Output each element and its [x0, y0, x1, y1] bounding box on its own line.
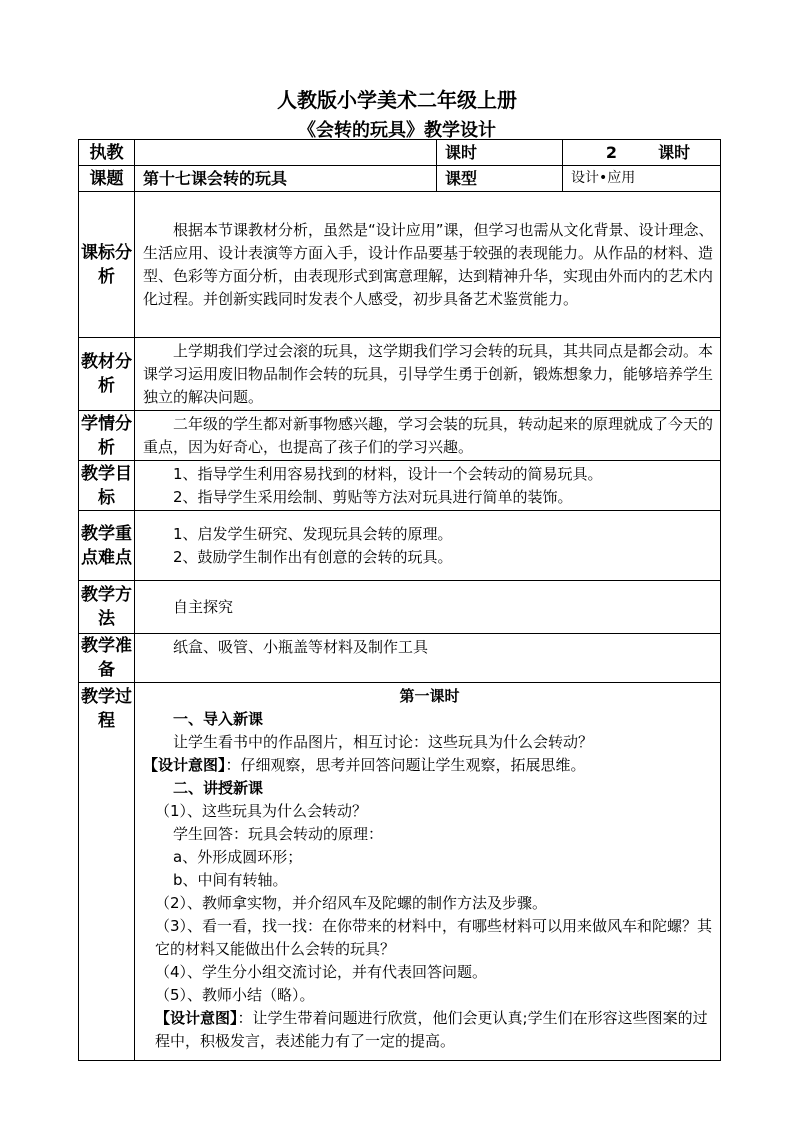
document-title: 人教版小学美术二年级上册 [277, 88, 517, 112]
keypoints-row [79, 511, 721, 581]
goals-row [79, 461, 721, 511]
standards-text: 根据本节课教材分析，虽然是“设计应用”课，但学习也需从文化背景、设计理念、生活应用、设计表演等方面入手，设计作品要基于较强的表现能力。从作品的材料、造型、色彩等方面分析，由表现形式到寓意理解，达到精神升华，实现由外而内的艺术内化过程。并创新实践同时发表个人感受，初步具备艺术鉴赏能力。 [143, 220, 714, 308]
keypoint-item: 1、启发学生研究、发现玩具会转的原理。 [173, 524, 453, 543]
teacher-row [79, 140, 721, 166]
lesson-plan-table [78, 139, 721, 1061]
prep-text: 纸盒、吸管、小瓶盖等材料及制作工具 [173, 638, 429, 656]
keypoint-item: 2、鼓励学生制作出有创意的会转的玩具。 [173, 547, 453, 566]
period-unit: 课时 [658, 143, 691, 162]
student-answer: 学生回答：玩具会转动的原理： [173, 825, 384, 843]
intent-label: 【设计意图】 [155, 1009, 238, 1027]
method-text: 自主探究 [173, 597, 234, 616]
keypoints-label: 教学重点难点 [79, 511, 135, 581]
teacher-value [135, 140, 437, 166]
material-label: 教材分析 [79, 338, 135, 411]
standards-label: 课标分析 [79, 192, 135, 338]
process-label: 教学过程 [79, 683, 135, 1061]
question-1: （1）、这些玩具为什么会转动？ [155, 802, 368, 820]
question-2: （2）、教师拿实物，并介绍风车及陀螺的制作方法及步骤。 [155, 894, 548, 912]
standards-row [79, 192, 721, 338]
students-row [79, 411, 721, 461]
topic-row [79, 166, 721, 192]
question-5: （5）、教师小结（略）。 [155, 986, 315, 1004]
type-value: 设计•应用 [563, 166, 721, 192]
part1-heading: 一、导入新课 [173, 710, 264, 728]
part1-intent [143, 754, 716, 777]
intent-label: 【设计意图】 [143, 756, 226, 774]
period-value: 2 [605, 143, 617, 162]
process-row [79, 683, 721, 1061]
students-text: 二年级的学生都对新事物感兴趣，学习会装的玩具，转动起来的原理就成了今天的重点，因为好奇心，也提高了孩子们的学习兴趣。 [143, 414, 714, 456]
answer-a: a、外形成圆环形； [173, 848, 303, 866]
teacher-label: 执教 [79, 140, 135, 166]
period-cell [563, 140, 721, 166]
material-row [79, 338, 721, 411]
question-4: （4）、学生分小组交流讨论，并有代表回答问题。 [155, 963, 488, 981]
prep-label: 教学准备 [79, 634, 135, 683]
topic-value: 第十七课会转的玩具 [135, 166, 437, 192]
goals-label: 教学目标 [79, 461, 135, 511]
topic-label: 课题 [79, 166, 135, 192]
type-label: 课型 [437, 166, 563, 192]
part1-text: 让学生看书中的作品图片，相互讨论：这些玩具为什么会转动？ [173, 733, 594, 751]
method-row [79, 581, 721, 634]
document-subtitle: 《会转的玩具》教学设计 [298, 120, 496, 141]
prep-row [79, 634, 721, 683]
question-3: （3）、看一看，找一找：在你带来的材料中，有哪些材料可以用来做风车和陀螺？其它的材料又能做出什么会转的玩具？ [155, 917, 713, 958]
students-label: 学情分析 [79, 411, 135, 461]
period-label: 课时 [437, 140, 563, 166]
goal-item: 1、指导学生利用容易找到的材料，设计一个会转动的简易玩具。 [173, 464, 603, 483]
part2-heading: 二、讲授新课 [173, 779, 264, 797]
part2-intent [143, 1007, 716, 1053]
goal-item: 2、指导学生采用绘制、剪贴等方法对玩具进行简单的装饰。 [173, 487, 573, 506]
lesson-title: 第一课时 [399, 687, 460, 705]
intent-text: ：仔细观察，思考并回答问题让学生观察，拓展思维。 [225, 756, 586, 774]
answer-b: b、中间有转轴。 [173, 871, 288, 889]
intent-text: ：让学生带着问题进行欣赏，他们会更认真;学生们在形容这些图案的过程中，积极发言，表述能力有了一定的提高。 [155, 1009, 708, 1050]
method-label: 教学方法 [79, 581, 135, 634]
material-text: 上学期我们学过会滚的玩具，这学期我们学习会转的玩具，其共同点是都会动。本课学习运用废旧物品制作会转的玩具，引导学生勇于创新，锻炼想象力，能够培养学生独立的解决问题。 [143, 341, 714, 406]
